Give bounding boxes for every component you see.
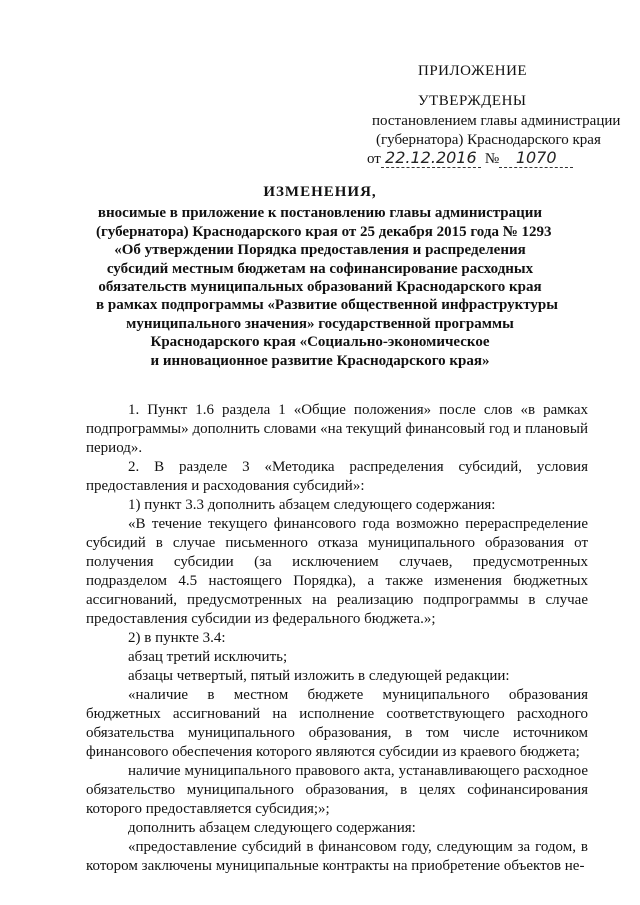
title-line: и инновационное развитие Краснодарского края» <box>150 352 490 369</box>
body-paragraph: «наличие в местном бюджете муниципального образования бюджетных ассигнований на исполнение соответствующего расходного обязательства муниципального образования, в том числе источником финансового обеспечения которого являются субсидии из краевого бюджета; <box>86 687 588 760</box>
number-prefix: № <box>484 151 500 167</box>
body-paragraph: 1) пункт 3.3 дополнить абзацем следующего содержания: <box>128 497 496 513</box>
body-paragraph: «В течение текущего финансового года возможно перераспределение субсидий в случае письменного отказа муниципального образования от получения субсидии (за исключением случаев, предусмотренных подразделом 4.5 настоящего Порядка), а также изменения бюджетных ассигнований, предусмотренных на реализацию подпрограммы в случае предоставления субсидии из федерального бюджета.»; <box>86 516 588 627</box>
body-paragraph: 1. Пункт 1.6 раздела 1 «Общие положения» после слов «в рамках подпрограммы» дополнить словами «на текущий финансовый год и плановый период». <box>86 402 588 456</box>
document-title <box>96 183 558 370</box>
decree-date: 22.12.2016 <box>381 149 481 168</box>
title-line: субсидий местным бюджетам на софинансирование расходных <box>106 260 534 277</box>
body-paragraph: абзац третий исключить; <box>128 649 288 665</box>
appendix-label: ПРИЛОЖЕНИЕ <box>418 63 528 79</box>
approved-by-line-2: (губернатора) Краснодарского края <box>376 132 601 148</box>
body-paragraph: 2. В разделе 3 «Методика распределения субсидий, условия предоставления и расходования субсидий»: <box>86 459 588 494</box>
body-paragraph: дополнить абзацем следующего содержания: <box>128 820 416 836</box>
title-line: в рамках подпрограммы «Развитие общественной инфраструктуры <box>96 297 558 314</box>
approved-label: УТВЕРЖДЕНЫ <box>418 93 527 109</box>
decree-number: 1070 <box>499 149 573 168</box>
title-line: муниципального значения» государственной программы <box>126 315 514 332</box>
title-line: обязательств муниципальных образований Краснодарского края <box>98 279 542 296</box>
body-paragraph: наличие муниципального правового акта, устанавливающего расходное обязательство муниципального образования, в целях софинансирования которого предоставляется субсидия;»; <box>86 763 588 817</box>
title-line: Краснодарского края «Социально-экономическое <box>150 334 490 351</box>
approved-by-line-1: постановлением главы администрации <box>372 113 621 129</box>
body-paragraph: абзацы четвертый, пятый изложить в следующей редакции: <box>128 668 510 684</box>
document-body <box>86 401 588 876</box>
title-line: (губернатора) Краснодарского края от 25 декабря 2015 года № 1293 <box>96 223 552 240</box>
decree-date-number <box>367 149 573 168</box>
title-line: «Об утверждении Порядка предоставления и распределения <box>114 242 526 259</box>
date-prefix: от <box>367 151 381 167</box>
title-line: вносимые в приложение к постановлению главы администрации <box>97 205 543 222</box>
body-paragraph: «предоставление субсидий в финансовом году, следующим за годом, в котором заключены муниципальные контракты на приобретение объектов не- <box>86 839 588 874</box>
body-paragraph: 2) в пункте 3.4: <box>128 630 226 646</box>
title-heading: ИЗМЕНЕНИЯ, <box>263 184 377 200</box>
